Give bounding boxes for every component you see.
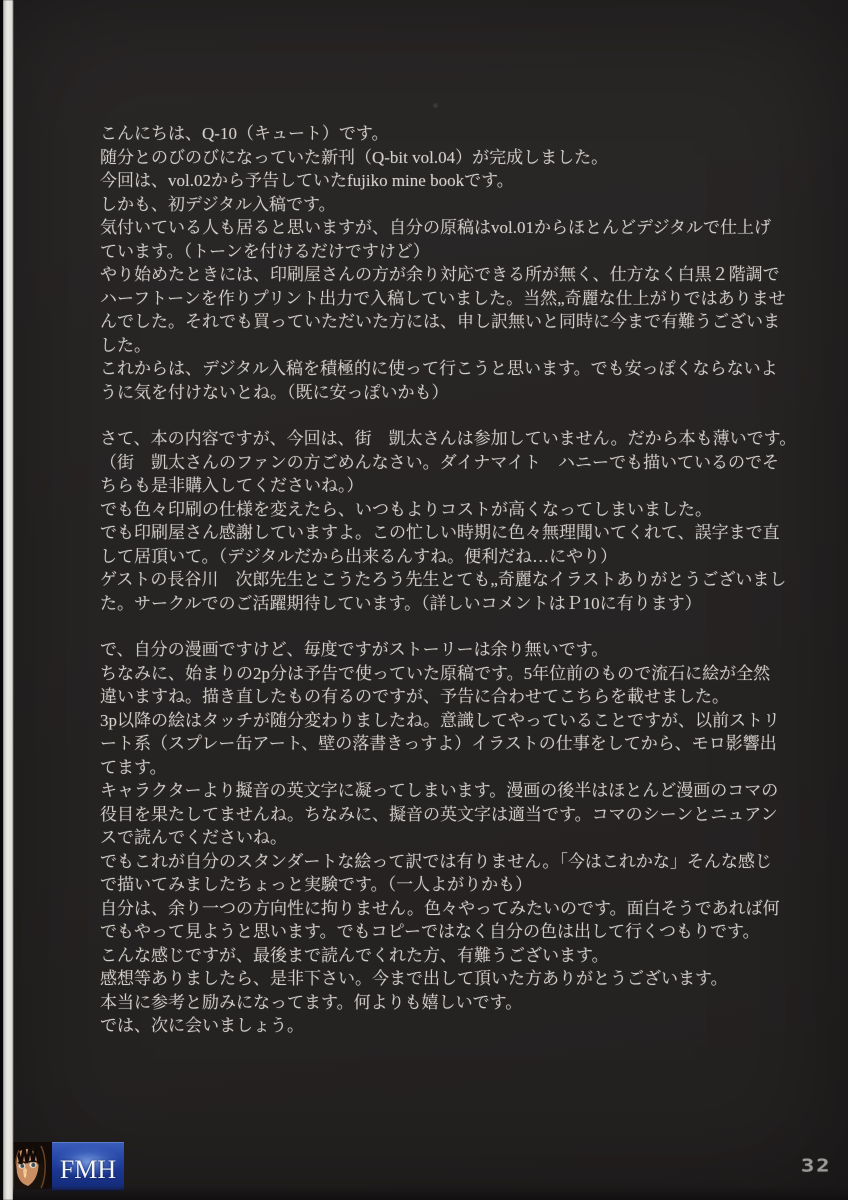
afterword-text [100, 122, 796, 1061]
text-line: 気付いている人も居ると思いますが、自分の原稿はvol.01からほとんどデジタルで仕上げ [100, 218, 771, 237]
text-line: やり始めたときには、印刷屋さんの方が余り対応できる所が無く、仕方なく白黒２階調で [100, 265, 780, 284]
page-number: 32 [801, 1156, 832, 1177]
scan-speck [433, 103, 438, 108]
text-line: で、自分の漫画ですけど、毎度ですがストーリーは余り無いです。 [100, 640, 609, 659]
text-line: 今回は、vol.02から予告していたfujiko mine bookです。 [100, 171, 514, 190]
text-line: ちらも是非購入してくださいね。） [100, 476, 364, 495]
paragraph [100, 122, 796, 404]
text-line: た。サークルでのご活躍期待しています。（詳しいコメントはＰ10に有ります） [100, 593, 702, 613]
text-line: 役目を果たしてませんね。ちなみに、擬音の英文字は適当です。コマのシーンとニュアン [100, 804, 778, 824]
scanned-page-edge [3, 0, 13, 1200]
text-line: 違いますね。描き直したもの有るのですが、予告に合わせてこちらを載せました。 [100, 687, 729, 706]
text-line: ハーフトーンを作りプリント出力で入稿していました。当然„奇麗な仕上がりではありませ [100, 288, 786, 308]
text-line: てます。 [100, 757, 167, 777]
text-line: こんな感じですが、最後まで読んでくれた方、有難うございます。 [100, 945, 609, 965]
scan-bottom-shadow [13, 1186, 848, 1200]
text-line: ています。（トーンを付けるだけですけど） [100, 241, 430, 261]
fmh-logo-panel [52, 1142, 124, 1191]
text-line: 感想等ありましたら、是非下さい。今まで出して頂いた方ありがとうございます。 [100, 969, 728, 988]
fmh-logo-text: FMH [59, 1155, 117, 1184]
text-line: でもこれが自分のスタンダートな絵って訳では有りません。「今はこれかな」そんな感じ [100, 851, 772, 871]
text-line: ゲストの長谷川 次郎先生とこうたろう先生とても„奇麗なイラストありがとうございまし [100, 570, 787, 589]
text-line: では、次に会いましょう。 [100, 1016, 304, 1035]
text-line: うに気を付けないとね。（既に安っぽいかも） [100, 382, 449, 402]
scan-border [0, 0, 3, 1200]
text-line: （街 凱太さんのファンの方ごめんなさい。ダイナマイト ハニーでも描いているのでそ [100, 452, 779, 472]
text-line: でも色々印刷の仕様を変えたら、いつもよりコストが高くなってしまいました。 [100, 499, 712, 519]
text-line: キャラクターより擬音の英文字に凝ってしまいます。漫画の後半はほとんど漫画のコマの [100, 781, 779, 800]
text-line: さて、本の内容ですが、今回は、街 凱太さんは参加していません。だから本も薄いです。 [100, 429, 797, 448]
text-line: んでした。それでも買っていただいた方には、申し訳無いと同時に今まで有難うございま [100, 312, 780, 331]
text-line: 自分は、余り一つの方向性に拘りません。色々やってみたいのです。面白そうであれば何 [100, 898, 780, 918]
text-line: で描いてみましたちょっと実験です。（一人よがりかも） [100, 875, 533, 894]
fmh-logo [13, 1142, 124, 1189]
paragraph [100, 638, 796, 1038]
text-line: スで読んでくださいね。 [100, 828, 287, 847]
text-line: 3p以降の絵はタッチが随分変わりましたね。意識してやっていることですが、以前ストリ [100, 710, 780, 730]
text-line: ート系（スプレー缶アート、壁の落書きっすよ）イラストの仕事をしてから、モロ影響出 [100, 734, 777, 753]
paragraph [100, 427, 796, 615]
text-line: ちなみに、始まりの2p分は予告で使っていた原稿です。5年位前のもので流石に絵が全然 [100, 663, 771, 683]
text-line: こんにちは、Q-10（キュート）です。 [100, 124, 389, 143]
text-line: しかも、初デジタル入稿です。 [100, 194, 336, 214]
text-line: でも印刷屋さん感謝していますよ。この忙しい時期に色々無理聞いてくれて、誤字まで直 [100, 523, 780, 542]
text-line: これからは、デジタル入稿を積極的に使って行こうと思います。でも安っぽくならないよ [100, 359, 778, 378]
text-line: でもやって見ようと思います。でもコピーではなく自分の色は出して行くつもりです。 [100, 922, 760, 941]
text-line: 随分とのびのびになっていた新刊（Q-bit vol.04）が完成しました。 [100, 147, 609, 167]
logo-face-image [13, 1142, 52, 1189]
text-line: した。 [100, 335, 151, 355]
text-line: して居頂いて。（デジタルだから出来るんすね。便利だね…にやり） [100, 546, 618, 566]
text-line: 本当に参考と励みになってます。何よりも嬉しいです。 [100, 992, 523, 1012]
